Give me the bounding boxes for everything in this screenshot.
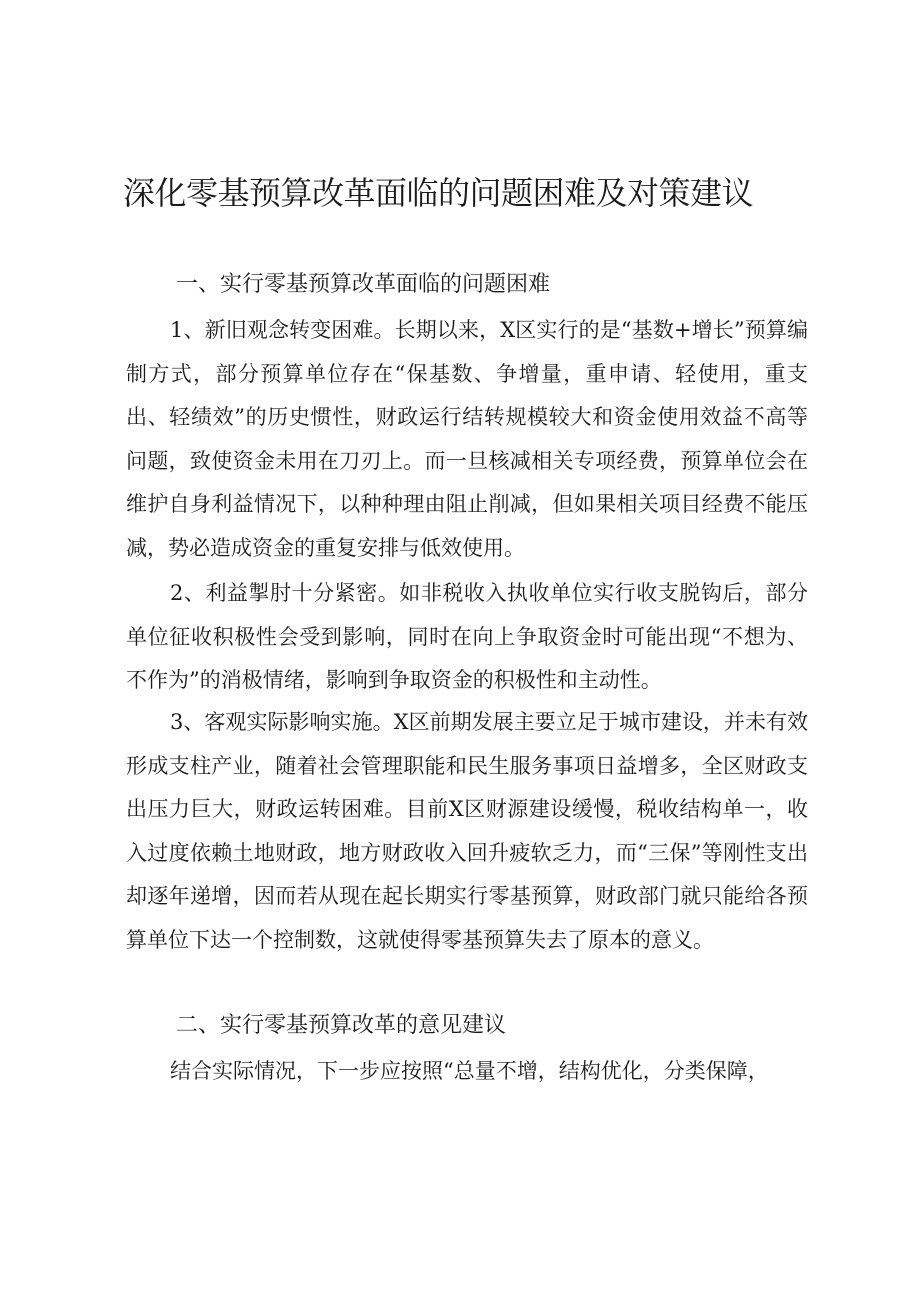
paragraph-2: 2、利益掣肘十分紧密。如非税收入执收单位实行收支脱钩后，部分单位征收积极性会受到影响，同时在向上争取资金时可能出现“不想为、不作为”的消极情绪，影响到争取资金的积极性和主动性。 xyxy=(126,581,808,692)
paragraph-4: 结合实际情况，下一步应按照“总量不增，结构优化，分类保障， xyxy=(170,1059,769,1083)
paragraph-3: 3、客观实际影响实施。X区前期发展主要立足于城市建设，并未有效形成支柱产业，随着社会管理职能和民生服务事项日益增多，全区财政支出压力巨大，财政运转困难。目前X区财源建设缓慢，税收结构单一，收入过度依赖土地财政，地方财政收入回升疲软乏力，而“三保”等刚性支出却逐年递增，因而若从现在起长期实行零基预算，财政部门就只能给各预算单位下达一个控制数，这就使得零基预算失去了原本的意义。 xyxy=(126,710,808,952)
section-heading-2: 二、实行零基预算改革的意见建议 xyxy=(176,1013,507,1038)
section-heading-1: 一、实行零基预算改革面临的问题困难 xyxy=(176,272,551,297)
paragraph-1: 1、新旧观念转变困难。长期以来，X区实行的是“基数+增长”预算编制方式，部分预算单位存在“保基数、争增量，重申请、轻使用，重支出、轻绩效”的历史惯性，财政运行结转规模较大和资金使用效益不高等问题，致使资金未用在刀刃上。而一旦核减相关专项经费，预算单位会在维护自身利益情况下，以种种理由阻止削减，但如果相关项目经费不能压减，势必造成资金的重复安排与低效使用。 xyxy=(126,318,808,560)
document-title: 深化零基预算改革面临的问题困难及对策建议 xyxy=(123,174,754,212)
